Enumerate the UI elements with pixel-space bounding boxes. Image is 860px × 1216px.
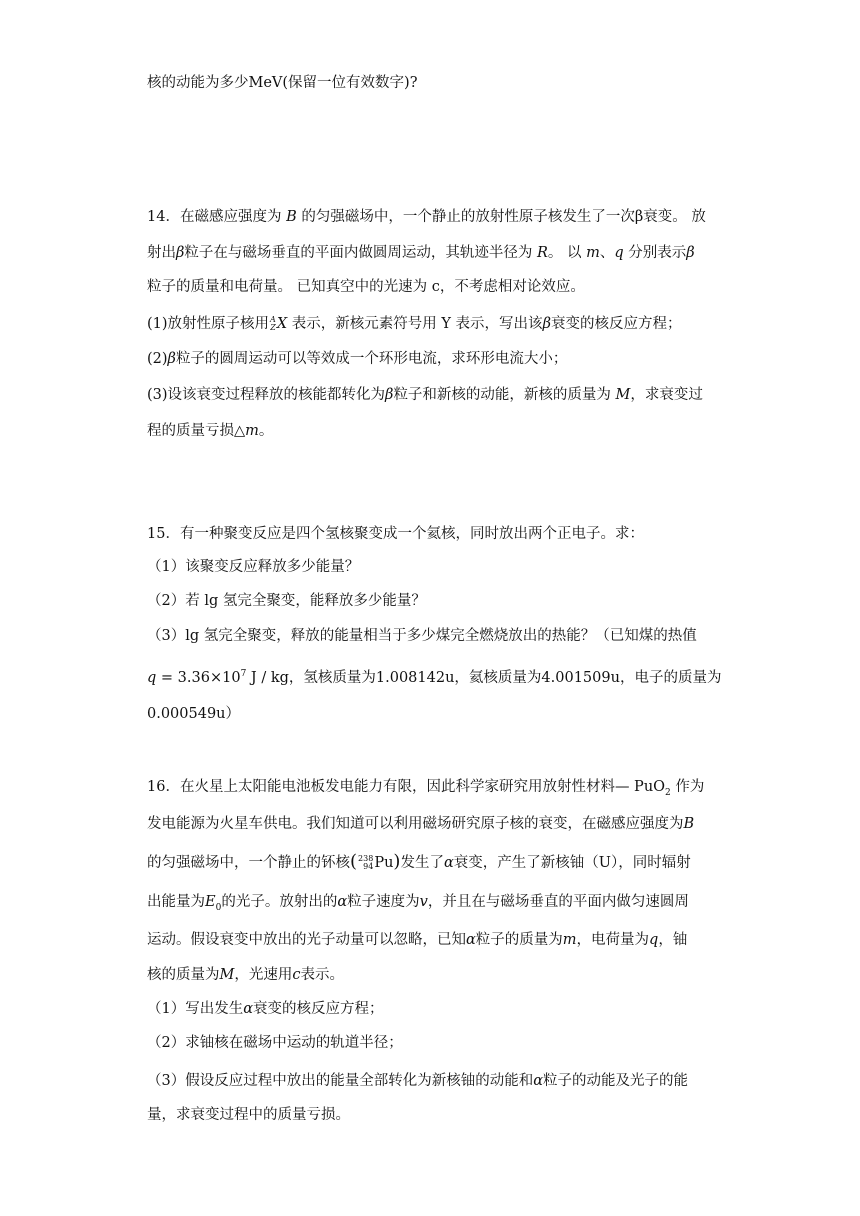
q14-line-2: 射出β粒子在与磁场垂直的平面内做圆周运动，其轨迹半径为 R。 以 m、q 分别表示β <box>147 245 695 261</box>
q15-part-3-end: 0.000549u） <box>147 706 241 722</box>
pu-nuclide-notation: 238 94 <box>358 854 374 871</box>
q13-tail: 核的动能为多少MeV(保留一位有效数字)? <box>147 75 418 91</box>
q14-part-3: (3)设该衰变过程释放的核能都转化为β粒子和新核的动能，新核的质量为 M，求衰变过 <box>147 387 703 403</box>
q15-part-2: （2）若 lg 氢完全聚变，能释放多少能量？ <box>147 593 426 609</box>
q14-line-1: 14．在磁感应强度为 B 的匀强磁场中，一个静止的放射性原子核发生了一次β衰变。 放 <box>147 209 706 225</box>
q16-part-3: （3）假设反应过程中放出的能量全部转化为新核铀的动能和α粒子的动能及光子的能 <box>147 1073 689 1089</box>
q16-line-6: 核的质量为M，光速用c表示。 <box>147 967 344 983</box>
q14-part-2: (2)β粒子的圆周运动可以等效成一个环形电流，求环形电流大小； <box>147 351 568 367</box>
q15-part-3: （3）lg 氢完全聚变，释放的能量相当于多少煤完全燃烧放出的热能？（已知煤的热值 <box>147 628 697 644</box>
q15-part-1: （1）该聚变反应释放多少能量？ <box>147 559 360 575</box>
q16-line-3: 的匀强磁场中，一个静止的钚核( 238 94 Pu)发生了α衰变，产生了新核铀（U），同时辐射 <box>147 851 691 872</box>
q16-part-1: （1）写出发生α衰变的核反应方程； <box>147 1001 384 1017</box>
q16-line-2: 发电能源为火星车供电。我们知道可以利用磁场研究原子核的衰变，在磁感应强度为B <box>147 816 695 832</box>
q15-part-3-cont: $q = 3.36\times 10^7$ J / kg，氢核质量为1.008142u，氦核质量为4.001509u，电子的质量为 <box>147 669 722 686</box>
q14-part-1: (1)放射性原子核用 A Z X 表示，新核元素符号用 Y 表示，写出该β衰变的核反应方程； <box>147 315 682 332</box>
q16-line-4: 出能量为$E_0$的光子。放射出的α粒子速度为v，并且在与磁场垂直的平面内做匀速圆周 <box>147 894 689 913</box>
q16-line-1: 16．在火星上太阳能电池板发电能力有限，因此科学家研究用放射性材料— PuO$_2$ 作为 <box>147 779 705 798</box>
q16-part-2: （2）求铀核在磁场中运动的轨道半径； <box>147 1035 403 1051</box>
nuclide-notation: A Z <box>270 315 276 332</box>
q14-part-3-cont: 程的质量亏损△m。 <box>147 423 274 439</box>
q16-part-3-cont: 量，求衰变过程中的质量亏损。 <box>147 1107 350 1123</box>
q16-line-5: 运动。假设衰变中放出的光子动量可以忽略，已知α粒子的质量为m，电荷量为q，铀 <box>147 932 688 948</box>
q15-line-1: 15．有一种聚变反应是四个氢核聚变成一个氦核，同时放出两个正电子。求： <box>147 526 644 542</box>
q14-line-3: 粒子的质量和电荷量。 已知真空中的光速为 c，不考虑相对论效应。 <box>147 279 585 295</box>
